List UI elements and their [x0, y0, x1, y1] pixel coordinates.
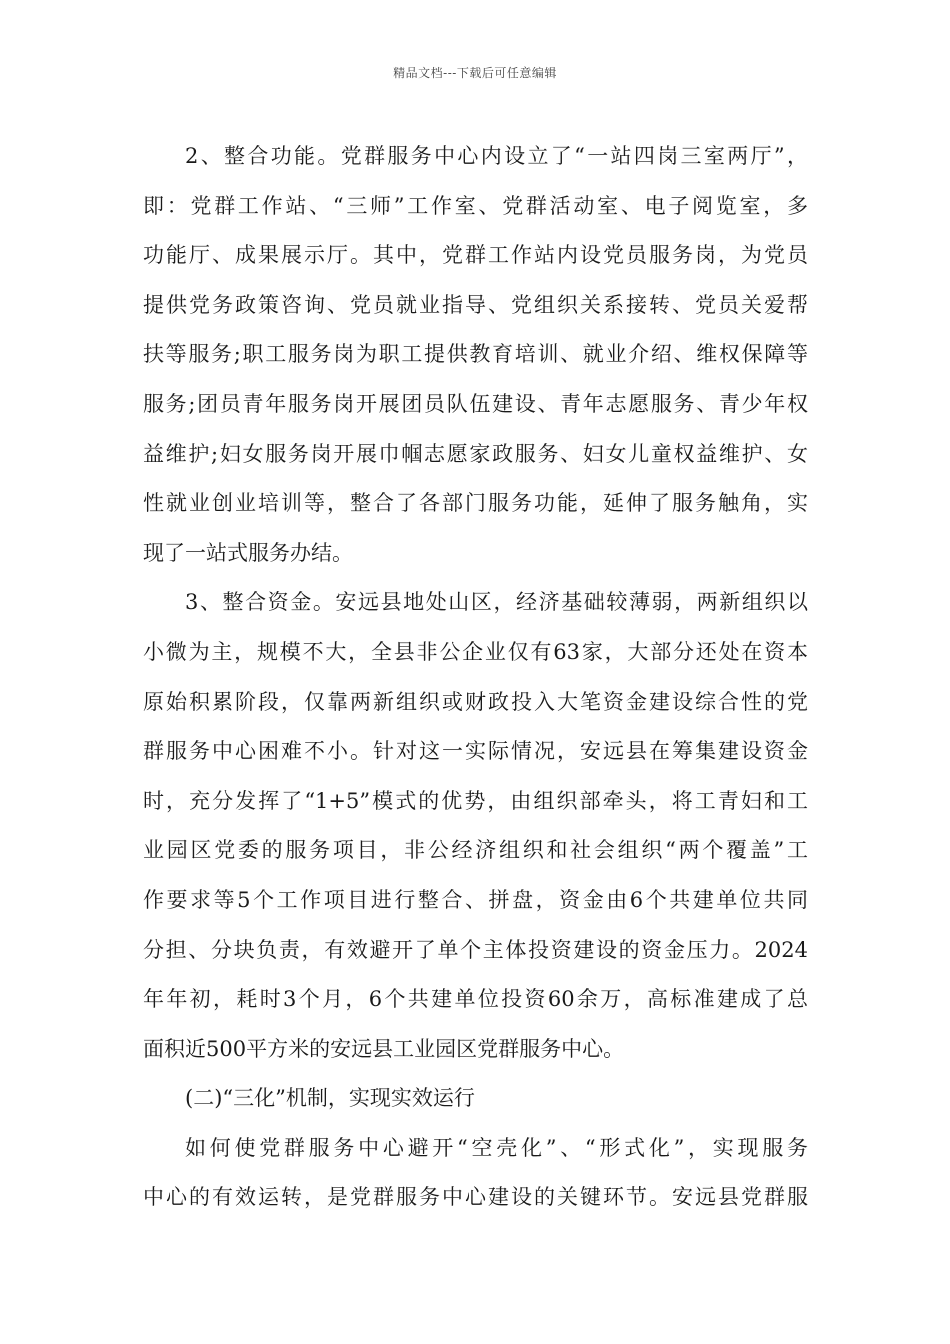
section-heading: (二)“三化”机制，实现实效运行 — [185, 1086, 475, 1111]
text-line: 提供党务政策咨询、党员就业指导、党组织关系接转、党员关爱帮 — [143, 292, 808, 317]
text-line: 功能厅、成果展示厅。其中，党群工作站内设党员服务岗，为党员 — [143, 243, 808, 268]
text-line: 如何使党群服务中心避开“空壳化”、“形式化”，实现服务 — [185, 1135, 808, 1160]
text-line: 即：党群工作站、“三师”工作室、党群活动室、电子阅览室，多 — [143, 193, 808, 218]
text-line: 扶等服务;职工服务岗为职工提供教育培训、就业介绍、维权保障等 — [143, 342, 808, 367]
text-line: 现了一站式服务办结。 — [143, 540, 353, 565]
body-text — [143, 132, 808, 1223]
text-line: 中心的有效运转，是党群服务中心建设的关键环节。安远县党群服 — [143, 1185, 808, 1210]
text-line: 性就业创业培训等，整合了各部门服务功能，延伸了服务触角，实 — [143, 491, 808, 516]
page-header: 精品文档---下载后可任意编辑 — [393, 66, 557, 80]
text-line: 群服务中心困难不小。针对这一实际情况，安远县在筹集建设资金 — [143, 739, 808, 764]
text-line: 原始积累阶段，仅靠两新组织或财政投入大笔资金建设综合性的党 — [143, 689, 808, 714]
text-line: 年年初，耗时3个月，6个共建单位投资60余万，高标准建成了总 — [143, 987, 808, 1012]
text-line: 2、整合功能。党群服务中心内设立了“一站四岗三室两厅”， — [185, 144, 808, 168]
text-line: 小微为主，规模不大，全县非公企业仅有63家，大部分还处在资本 — [143, 639, 808, 664]
text-line: 益维护;妇女服务岗开展巾帼志愿家政服务、妇女儿童权益维护、女 — [143, 441, 808, 466]
text-line: 业园区党委的服务项目，非公经济组织和社会组织“两个覆盖”工 — [143, 838, 808, 863]
text-line: 服务;团员青年服务岗开展团员队伍建设、青年志愿服务、青少年权 — [143, 391, 808, 416]
text-line: 分担、分块负责，有效避开了单个主体投资建设的资金压力。2024 — [143, 937, 808, 962]
text-line: 3、整合资金。安远县地处山区，经济基础较薄弱，两新组织以 — [185, 590, 808, 615]
text-line: 面积近500平方米的安远县工业园区党群服务中心。 — [143, 1036, 625, 1061]
text-line: 作要求等5个工作项目进行整合、拼盘，资金由6个共建单位共同 — [143, 887, 808, 912]
text-line: 时，充分发挥了“1+5”模式的优势，由组织部牵头，将工青妇和工 — [143, 788, 808, 813]
